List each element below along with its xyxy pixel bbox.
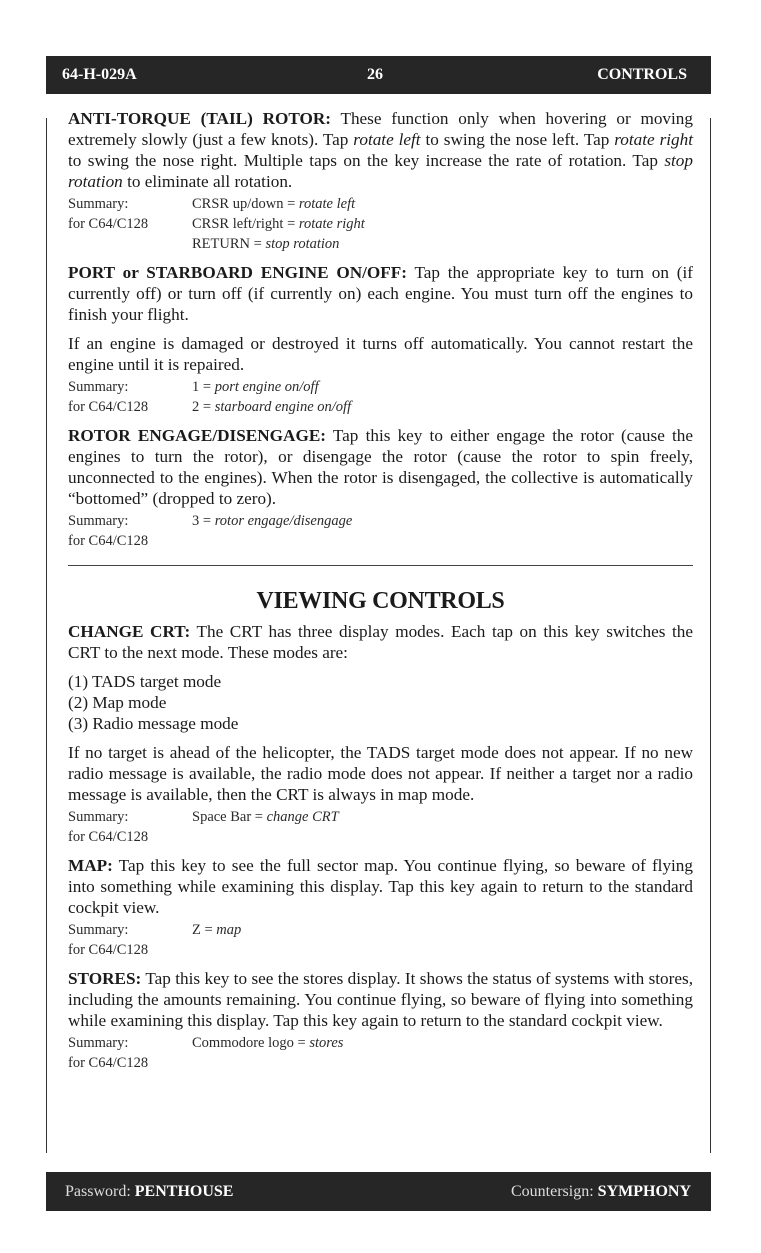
- engine-onoff-paragraph: PORT or STARBOARD ENGINE ON/OFF: Tap the appropriate key to turn on (if currently off) or turn off (if currently on) each engine. You must turn off the engines to finish your flight.: [68, 263, 694, 324]
- engine-damage-paragraph: If an engine is damaged or destroyed it turns off automatically. You cannot restart the engine until it is repaired.: [68, 334, 693, 374]
- list-item: (3) Radio message mode: [68, 714, 239, 733]
- page-content: [68, 108, 693, 1073]
- password-value: PENTHOUSE: [134, 1183, 234, 1200]
- countersign-value: SYMPHONY: [597, 1183, 691, 1200]
- engine-onoff-heading: PORT or STARBOARD ENGINE ON/OFF:: [68, 263, 407, 282]
- section-divider: [68, 565, 693, 566]
- countersign-line: Countersign: SYMPHONY: [511, 1183, 691, 1200]
- password-line: Password: PENTHOUSE: [65, 1183, 234, 1200]
- rotor-engage-heading: ROTOR ENGAGE/DISENGAGE:: [68, 426, 327, 445]
- page-footer: [46, 1172, 711, 1211]
- change-crt-paragraph: CHANGE CRT: The CRT has three display modes. Each tap on this key switches the CRT to the next mode. These modes are:: [68, 622, 693, 662]
- rotor-engage-summary: Summary: 3 = rotor engage/disengage for C64/C128: [68, 513, 353, 549]
- map-paragraph: MAP: Tap this key to see the full sector map. You continue flying, so beware of flying into something while examining this display. Tap this key again to return to the standard cockpit view.: [68, 856, 693, 917]
- map-summary: Summary: Z = map for C64/C128: [68, 922, 242, 958]
- list-item: (2) Map mode: [68, 693, 167, 712]
- crt-mode-list: [68, 671, 693, 734]
- stores-summary: Summary: Commodore logo = stores for C64/C128: [68, 1035, 344, 1071]
- anti-torque-paragraph: ANTI-TORQUE (TAIL) ROTOR: These function only when hovering or moving extremely slowly (just a few knots). Tap rotate left to swing the nose left. Tap rotate right to swing the nose right. Multiple taps on the key increase the rate of rotation. Tap stop rotation to eliminate all rotation.: [68, 109, 693, 191]
- change-crt-summary: Summary: Space Bar = change CRT for C64/C128: [68, 809, 339, 845]
- rotor-engage-paragraph: ROTOR ENGAGE/DISENGAGE: Tap this key to either engage the rotor (cause the engines to turn the rotor), or disengage the rotor (cause the rotor to spin freely, unconnected to the engines). When the rotor is disengaged, the collective is automatically “bottomed” (dropped to zero).: [68, 426, 693, 508]
- engine-onoff-summary: Summary: 1 = port engine on/off for C64/C128 2 = starboard engine on/off: [68, 379, 352, 415]
- right-margin-rule: [710, 118, 711, 1153]
- page-number: 26: [367, 66, 383, 83]
- stores-paragraph: STORES: Tap this key to see the stores display. It shows the status of systems with stores, including the amounts remaining. You continue flying, so beware of flying into something while examining this display. Tap this key again to return to the standard cockpit view.: [68, 969, 693, 1030]
- section-name: CONTROLS: [597, 66, 687, 83]
- anti-torque-summary: Summary: CRSR up/down = rotate left for C64/C128 CRSR left/right = rotate right RETURN = stop rotation: [68, 196, 365, 252]
- page-header: [46, 56, 711, 94]
- list-item: (1) TADS target mode: [68, 672, 222, 691]
- change-crt-heading: CHANGE CRT:: [68, 622, 191, 641]
- viewing-controls-title: VIEWING CONTROLS: [256, 588, 505, 614]
- anti-torque-heading: ANTI-TORQUE (TAIL) ROTOR:: [68, 109, 332, 128]
- map-heading: MAP:: [68, 856, 113, 875]
- stores-heading: STORES:: [68, 969, 142, 988]
- document-code: 64-H-029A: [62, 66, 137, 83]
- crt-target-paragraph: If no target is ahead of the helicopter, the TADS target mode does not appear. If no new radio message is available, the radio mode does not appear. If neither a target nor a radio message is available, then the CRT is always in map mode.: [68, 743, 693, 804]
- left-margin-rule: [46, 118, 47, 1153]
